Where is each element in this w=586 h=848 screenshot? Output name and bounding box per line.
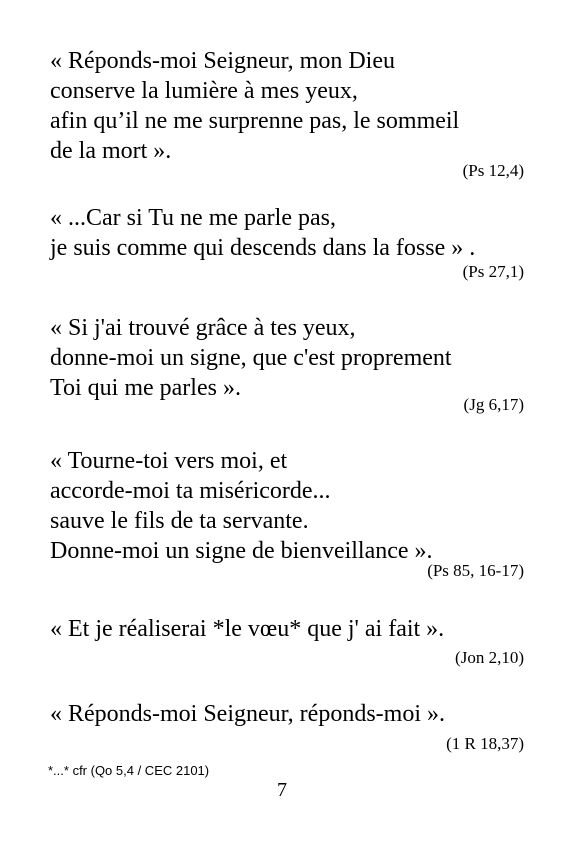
quote-passage: [50, 446, 530, 566]
scripture-reference: (Jg 6,17): [463, 395, 524, 414]
quote-line: de la mort ».: [50, 138, 172, 164]
quote-passage: [50, 313, 530, 403]
quote-passage: [50, 614, 530, 644]
scripture-reference: (Ps 85, 16-17): [427, 561, 524, 580]
quote-line: « Réponds-moi Seigneur, mon Dieu: [50, 48, 395, 74]
scripture-reference: (Ps 27,1): [462, 262, 524, 281]
quote-line: « Si j'ai trouvé grâce à tes yeux,: [50, 315, 356, 341]
quote-line: donne-moi un signe, que c'est proprement: [50, 345, 452, 371]
quote-line: Donne-moi un signe de bienveillance ».: [50, 538, 433, 564]
quote-line: conserve la lumière à mes yeux,: [50, 78, 358, 104]
quote-passage: [50, 46, 530, 166]
quote-line: afin qu’il ne me surprenne pas, le sommeil: [50, 108, 460, 134]
quote-passage: [50, 203, 530, 263]
quote-line: sauve le fils de ta servante.: [50, 508, 309, 534]
footnote: *...* cfr (Qo 5,4 / CEC 2101): [48, 763, 210, 778]
page-number: 7: [277, 779, 287, 801]
quote-passage: [50, 699, 530, 729]
scripture-reference: (1 R 18,37): [446, 734, 524, 753]
quote-line: accorde-moi ta miséricorde...: [50, 478, 331, 504]
quote-line: je suis comme qui descends dans la fosse » .: [50, 235, 476, 261]
quote-line: « ...Car si Tu ne me parle pas,: [50, 205, 336, 231]
scripture-reference: (Ps 12,4): [462, 161, 524, 180]
quote-line: Toi qui me parles ».: [50, 375, 241, 401]
quote-line: « Réponds-moi Seigneur, réponds-moi ».: [50, 701, 445, 727]
scripture-reference: (Jon 2,10): [455, 648, 524, 667]
quote-line: « Et je réaliserai *le vœu* que j' ai fait ».: [50, 616, 445, 642]
quote-line: « Tourne-toi vers moi, et: [50, 448, 288, 474]
